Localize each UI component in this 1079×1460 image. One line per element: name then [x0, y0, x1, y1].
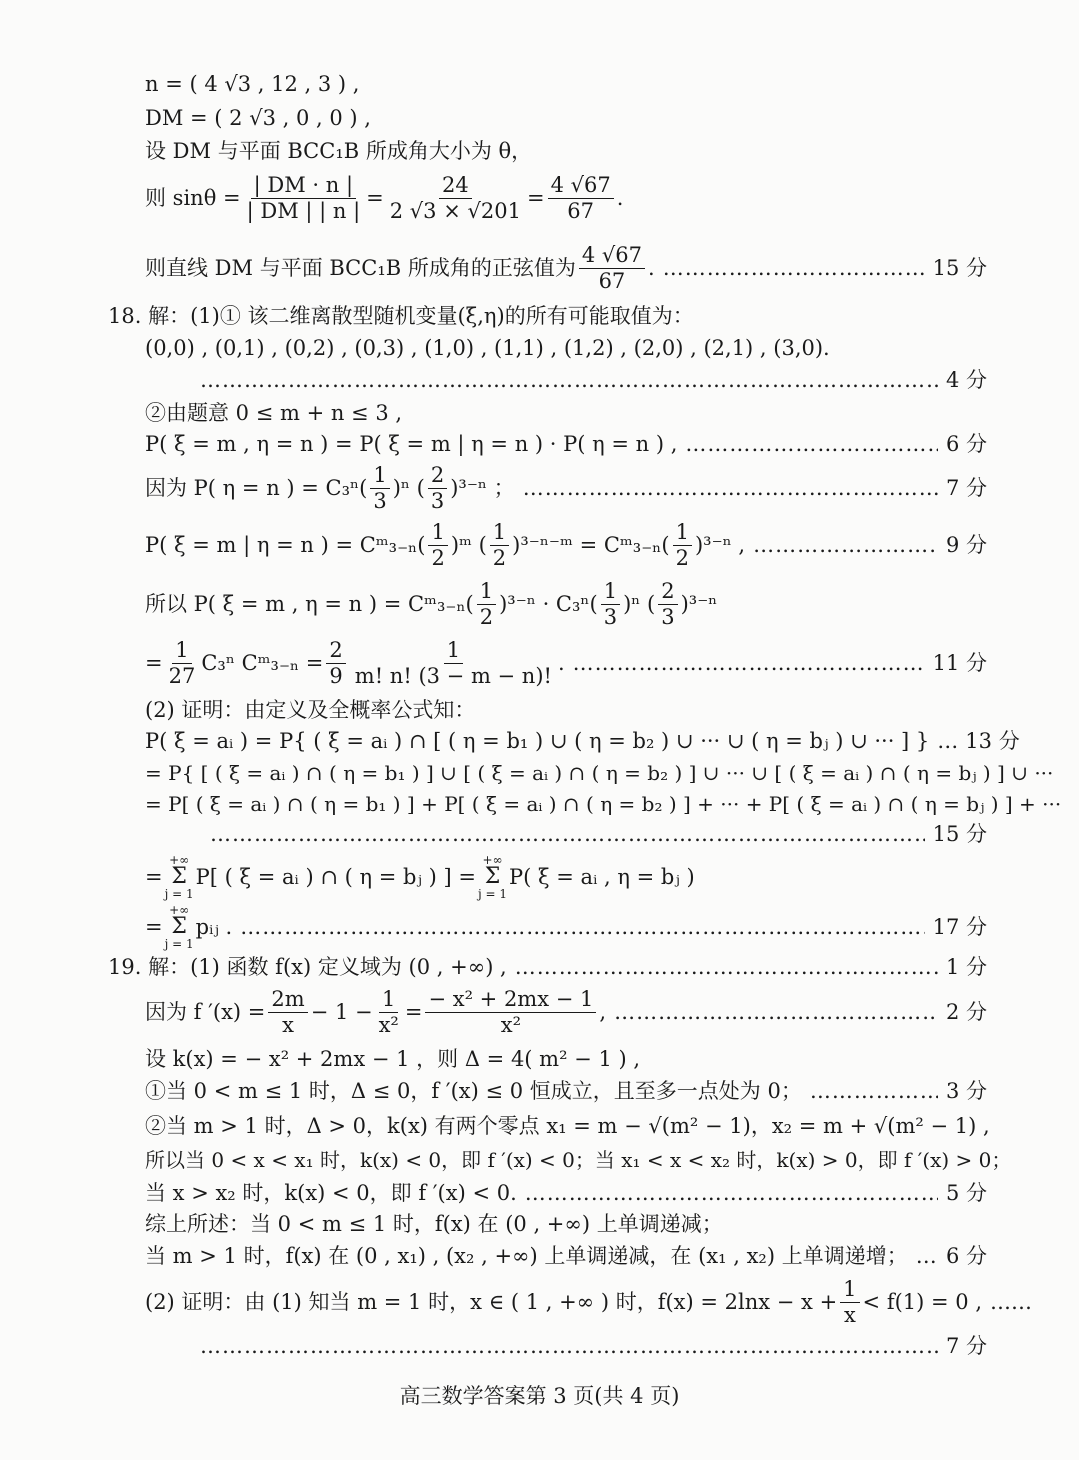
score-15: 15 分: [932, 256, 987, 280]
q19-case2-sign-2: 当 x > x₂ 时，k(x) < 0，即 f ′(x) < 0. ………………………………………………………………………………………………………………………………………………………………………………………………………… 5 分: [145, 1179, 987, 1207]
q18-sum-1: = +∞ Σ j = 1 P[ ( ξ = aᵢ ) ∩ ( η = bⱼ ) ] = +∞ Σ j = 1 P( ξ = aᵢ , η = bⱼ ): [145, 853, 695, 901]
sine-value-conclusion: 则直线 DM 与平面 BCC₁B 所成角的正弦值为 $\frac{4 √67}{67}$ . ………………………………………………………………………………………………………………………………………………………………………………………………………… 15 分: [145, 240, 987, 296]
q19-case2: ②当 m > 1 时，Δ > 0，k(x) 有两个零点 x₁ = m − √(m² − 1)，x₂ = m + √(m² − 1) ,: [145, 1114, 990, 1138]
q19-case1: ①当 0 < m ≤ 1 时，Δ ≤ 0，f ′(x) ≤ 0 恒成立，且至多一点处为 0； ………………………………………………………………………………………………………………………………………………………………………………………………………… 3 分: [145, 1077, 987, 1105]
angle-theta-def: 设 DM 与平面 BCC₁B 所成角大小为 θ，: [145, 139, 533, 163]
q19-k-def: 设 k(x) = − x² + 2mx − 1 ，则 Δ = 4( m² − 1 ) ,: [145, 1047, 641, 1071]
page-footer: 高三数学答案第 3 页(共 4 页): [399, 1384, 680, 1408]
q18-joint-prob: 所以 P( ξ = m , η = n ) = Cᵐ₃₋ₙ( $\frac{1}{2}$ )³⁻ⁿ · C₃ⁿ( $\frac{1}{3}$ )ⁿ ( $\frac{2}{3}$ )³⁻ⁿ: [145, 579, 718, 629]
sin-theta-equation: 则 sinθ = $\frac{| DM \cdot n |}{| DM | | n |}$ = $\frac{24}{2 √3 \times √201}$ = $\frac{4 √67}{67}$ .: [145, 173, 624, 223]
vector-n: n = ( 4 √3 , 12 , 3 ) ,: [145, 72, 360, 96]
q19-part2: (2) 证明：由 (1) 知当 m = 1 时，x ∈ ( 1 , +∞ ) 时，f(x) = 2lnx − x + $\frac{1}{x}$ < f(1) = 0 , ……: [145, 1277, 1032, 1327]
q18-score-15-line: ………………………………………………………………………………………………………………………………………………………………………………………………………… 15 分: [210, 820, 987, 848]
q18-score-4-line: ………………………………………………………………………………………………………………………………………………………………………………………………………… 4 分: [200, 366, 987, 394]
q19-derivative: 因为 f ′(x) = $\frac{2m}{x}$ − 1 − $\frac{1}{\text{x²}}$ = $\frac{\text{− x² + 2mx − 1}}{\text{x²}}$ , ………………………………………………………………………………………………………………………………………………………………………………………………………… 2 分: [145, 986, 987, 1038]
q19-header: 19. 解：(1) 函数 f(x) 定义域为 (0 , +∞) , ………………………………………………………………………………………………………………………………………………………………………………………………………… 1 分: [108, 953, 987, 981]
q19-case2-sign: 所以当 0 < x < x₁ 时，k(x) < 0，即 f ′(x) < 0；当 x₁ < x < x₂ 时，k(x) > 0，即 f ′(x) > 0；: [145, 1148, 1012, 1172]
q19-summary-2: 当 m > 1 时，f(x) 在 (0 , x₁) , (x₂ , +∞) 上单调递减，在 (x₁ , x₂) 上单调递增； ………………………………………………………………………………………………………………………………………………………………………………………………………… 6 分: [145, 1242, 987, 1270]
q18-part2-intro: (2) 证明：由定义及全概率公式知：: [145, 698, 476, 722]
q18-values: (0,0) , (0,1) , (0,2) , (0,3) , (1,0) , (1,1) , (1,2) , (2,0) , (2,1) , (3,0).: [145, 336, 830, 360]
q18-p-xi-given-eta: P( ξ = m | η = n ) = Cᵐ₃₋ₙ( $\frac{1}{2}$ )ᵐ ( $\frac{1}{2}$ )³⁻ⁿ⁻ᵐ = Cᵐ₃₋ₙ( $\frac{1}{2}$ )³⁻ⁿ , ………………………………………………………………………………………………………………………………………………………………………………………………………… 9 分: [145, 519, 987, 571]
q18-total-prob-1: P( ξ = aᵢ ) = P{ ( ξ = aᵢ ) ∩ [ ( η = b₁ ) ∪ ( η = b₂ ) ∪ ··· ∪ ( η = bⱼ ) ∪ ··· ] } ………………………………………………………………………………………………………………………………………………………………………………………………………… 13 分: [145, 727, 987, 755]
q18-sum-2: = +∞ Σ j = 1 pᵢⱼ . ………………………………………………………………………………………………………………………………………………………………………………………………………… 17 分: [145, 905, 987, 949]
q18-range: ②由题意 0 ≤ m + n ≤ 3 ,: [145, 401, 403, 425]
q18-header: 18. 解：(1)① 该二维离散型随机变量(ξ,η)的所有可能取值为：: [108, 304, 694, 328]
q18-total-prob-2: = P{ [ ( ξ = aᵢ ) ∩ ( η = b₁ ) ] ∪ [ ( ξ = aᵢ ) ∩ ( η = b₂ ) ] ∪ ··· ∪ [ ( ξ = aᵢ ) ∩ ( η = bⱼ ) ] ∪ ···: [145, 761, 1054, 785]
q19-summary-1: 综上所述：当 0 < m ≤ 1 时，f(x) 在 (0 , +∞) 上单调递减；: [145, 1212, 723, 1236]
q18-p-eta: 因为 P( η = n ) = C₃ⁿ( $\frac{1}{3}$ )ⁿ ( $\frac{2}{3}$ )³⁻ⁿ ； ………………………………………………………………………………………………………………………………………………………………………………………………………… 7 分: [145, 462, 987, 514]
q18-conditional-prob: P( ξ = m , η = n ) = P( ξ = m | η = n ) · P( η = n ) , ………………………………………………………………………………………………………………………………………………………………………………………………………… 6 分: [145, 430, 987, 458]
q18-joint-prob-simplified: = $\frac{1}{27}$ C₃ⁿ Cᵐ₃₋ₙ = $\frac{2}{9}$ $\frac{1}{m! n! (3 - m - n)!}$ . ………………………………………………………………………………………………………………………………………………………………………………………………………… 11 分: [145, 636, 987, 690]
q18-total-prob-3: = P[ ( ξ = aᵢ ) ∩ ( η = b₁ ) ] + P[ ( ξ = aᵢ ) ∩ ( η = b₂ ) ] + ··· + P[ ( ξ = aᵢ ) ∩ ( η = bⱼ ) ] + ···: [145, 792, 1062, 816]
q19-score-7-line: ………………………………………………………………………………………………………………………………………………………………………………………………………… 7 分: [200, 1332, 987, 1360]
vector-dm: DM = ( 2 √3 , 0 , 0 ) ,: [145, 106, 371, 130]
